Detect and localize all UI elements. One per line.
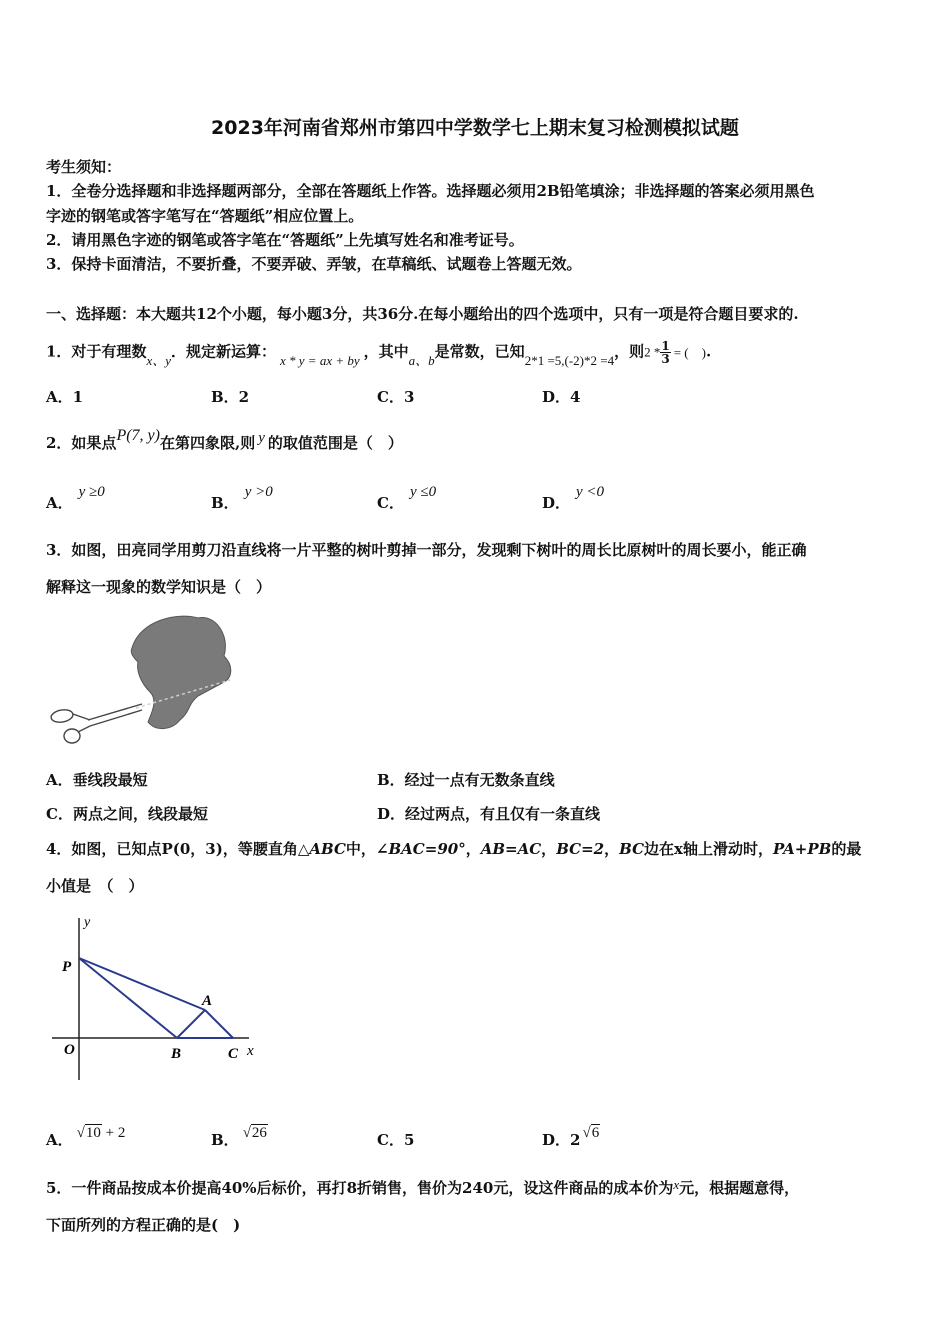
segment-ab — [177, 1010, 205, 1038]
q2-label-c: C． — [377, 494, 404, 512]
q4-angle: ∠BAC=90° — [375, 840, 466, 858]
q2-expr-a: y ≥0 — [78, 484, 105, 500]
q2-label-a: A． — [46, 494, 73, 512]
label-a: A — [202, 993, 213, 1009]
q5-text-1: 5．一件商品按成本价提高40%后标价，再打8折销售，售价为240元，设这件商品的成本价为 — [46, 1179, 674, 1197]
label-b: B — [171, 1046, 182, 1062]
q4-option-a[interactable]: A． √10 + 2 — [46, 1125, 126, 1149]
q4-comma-2: ， — [541, 840, 557, 858]
q4-triangle: △ABC — [297, 840, 346, 858]
leaf-scissors-figure — [48, 608, 238, 750]
q1-frac-den: 3 — [661, 352, 670, 366]
notice-line-1b: 字迹的钢笔或答字笔写在“答题纸”相应位置上。 — [46, 207, 364, 225]
q1-text-4: 是常数，已知 — [434, 342, 525, 361]
q4-bc-value: BC=2 — [556, 840, 605, 858]
q1-ask-post: = ( ) — [673, 344, 706, 360]
label-x: x — [247, 1043, 254, 1059]
q1-option-c[interactable]: C．3 — [377, 388, 415, 406]
question-4-line-2: 小值是 （ ） — [46, 877, 144, 895]
segment-ac — [205, 1010, 233, 1038]
q4-text-3: 中， — [345, 840, 376, 858]
q2-text-1: 2．如果点 — [46, 434, 117, 452]
q4-label-b: B． — [211, 1131, 239, 1149]
q2-label-d: D． — [542, 494, 571, 512]
notice-line-2: 2．请用黑色字迹的钢笔或答字笔在“答题纸”上先填写姓名和准考证号。 — [46, 231, 524, 249]
q4-option-d[interactable]: D．2 √6 — [542, 1125, 600, 1149]
q2-point: P(7, y) — [116, 427, 160, 444]
q3-option-d[interactable]: D．经过两点，有且仅有一条直线 — [377, 805, 601, 823]
q1-option-b[interactable]: B．2 — [211, 388, 250, 406]
q5-x: x — [673, 1177, 680, 1192]
q4-radicand-b: 26 — [251, 1125, 267, 1141]
q1-text-3: ，其中 — [363, 342, 409, 361]
q1-option-a[interactable]: A．1 — [46, 388, 84, 406]
q2-text-3: 的取值范围是（ ） — [267, 434, 403, 452]
question-1 — [46, 339, 712, 368]
q2-text-2: 在第四象限,则 — [159, 434, 256, 452]
question-4-line-1 — [46, 838, 861, 859]
q4-label-d: D．2 — [542, 1131, 581, 1149]
label-o: O — [64, 1042, 75, 1058]
q1-ab: a、b — [408, 352, 435, 368]
q2-option-c[interactable] — [377, 484, 437, 513]
q3-option-c[interactable]: C．两点之间，线段最短 — [46, 805, 208, 823]
q1-xy: x、y — [146, 352, 171, 368]
q1-text-5: ，则 — [614, 342, 645, 361]
q4-label-a: A． — [46, 1131, 73, 1149]
q4-comma-1: ， — [465, 840, 481, 858]
label-p: P — [62, 959, 72, 975]
q2-option-b[interactable] — [211, 484, 273, 513]
q4-text-1: 4．如图，已知点 — [46, 840, 162, 858]
q3-option-b[interactable]: B．经过一点有无数条直线 — [377, 771, 555, 789]
q5-text-2: 元，根据题意得， — [679, 1179, 800, 1197]
q2-expr-d: y <0 — [576, 484, 605, 500]
coordinate-figure — [44, 910, 274, 1090]
question-5-line-1 — [46, 1177, 799, 1198]
q3-option-a[interactable]: A．垂线段最短 — [46, 771, 148, 789]
question-2 — [46, 427, 403, 453]
label-c: C — [228, 1046, 239, 1062]
q2-y: y — [258, 430, 265, 446]
q1-option-d[interactable]: D．4 — [542, 388, 581, 406]
q4-comma-3: ， — [604, 840, 620, 858]
q4-radicand-d: 6 — [591, 1125, 600, 1141]
q4-papb: PA+PB — [772, 840, 832, 858]
page-title: 2023年河南省郑州市第四中学数学七上期末复习检测模拟试题 — [211, 117, 739, 139]
question-3-line-2: 解释这一现象的数学知识是（ ） — [46, 578, 272, 596]
q4-text-2: ，等腰直角 — [222, 840, 298, 858]
segment-pa — [79, 958, 205, 1010]
q2-label-b: B． — [211, 494, 239, 512]
q2-expr-b: y >0 — [244, 484, 273, 500]
q1-frac-num: 1 — [661, 339, 670, 353]
q1-formula: x * y = ax + by — [280, 352, 360, 368]
question-3-line-1: 3．如图，田亮同学用剪刀沿直线将一片平整的树叶剪掉一部分，发现剩下树叶的周长比原树叶的周长要小，能正确 — [46, 541, 807, 559]
q2-option-d[interactable] — [542, 484, 605, 513]
q1-text-2: ．规定新运算： — [171, 342, 277, 361]
q1-text-1: 1．对于有理数 — [46, 342, 147, 361]
q4-bc: BC — [619, 840, 645, 858]
q4-plus-a: + 2 — [105, 1125, 126, 1141]
leaf-shape — [131, 616, 231, 728]
segment-pb — [79, 958, 177, 1038]
q1-ask-pre: 2 * — [644, 344, 661, 360]
question-5-line-2: 下面所列的方程正确的是( ) — [46, 1216, 241, 1234]
q4-text-4: 边在x轴上滑动时， — [644, 840, 773, 858]
section-heading: 一、选择题：本大题共12个小题，每小题3分，共36分.在每小题给出的四个选项中，只有一项是符合题目要求的. — [46, 305, 799, 323]
q4-radicand-a: 10 — [85, 1125, 101, 1141]
notice-heading: 考生须知： — [46, 158, 122, 176]
q2-expr-c: y ≤0 — [409, 484, 437, 500]
q4-point-p: P(0，3) — [161, 840, 223, 858]
q1-text-6: . — [705, 342, 712, 361]
scissors-icon — [50, 704, 142, 743]
notice-line-3: 3．保持卡面清洁，不要折叠，不要弄破、弄皱，在草稿纸、试题卷上答题无效。 — [46, 255, 582, 273]
notice-line-1a: 1．全卷分选择题和非选择题两部分，全部在答题纸上作答。选择题必须用2B铅笔填涂；非选择题的答案必须用黑色 — [46, 182, 815, 200]
q4-option-b[interactable]: B． √26 — [211, 1125, 267, 1149]
q4-text-5: 的最 — [831, 840, 862, 858]
q1-fraction — [660, 340, 670, 365]
q1-known: 2*1 =5,(-2)*2 =4 — [524, 352, 615, 368]
q4-abac: AB=AC — [480, 840, 542, 858]
q4-option-c[interactable]: C．5 — [377, 1131, 415, 1149]
label-y: y — [84, 915, 91, 930]
q2-option-a[interactable] — [46, 484, 105, 513]
